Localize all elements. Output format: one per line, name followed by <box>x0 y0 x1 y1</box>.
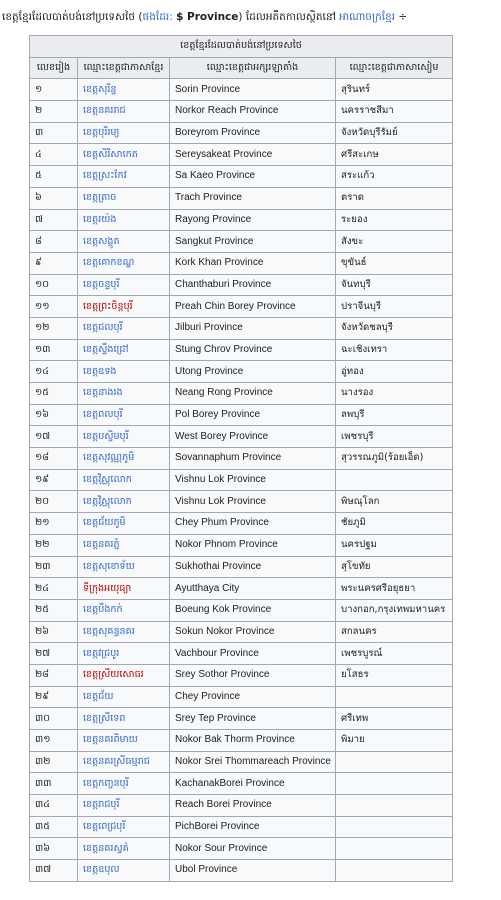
khmer-name-cell <box>78 79 170 101</box>
row-number: ៤ <box>30 144 78 166</box>
row-number: ៣៣ <box>30 773 78 795</box>
khmer-province-link[interactable]: ខេត្តសុរិន្ទ <box>83 83 117 95</box>
intro-text-part-a: ខេត្តខ្មែរដែលបាត់បង់នៅប្រទេសថៃ ( <box>2 11 143 23</box>
khmer-province-link[interactable]: ខេត្តសង្គូត <box>83 235 120 247</box>
row-number: ៣២ <box>30 751 78 773</box>
latin-name-cell: Srey Sothor Province <box>170 664 336 686</box>
table-row <box>30 491 453 513</box>
intro-link-also[interactable]: ផងដែរ: <box>142 11 177 23</box>
khmer-name-cell <box>78 187 170 209</box>
thai-name-cell <box>336 686 453 708</box>
row-number: ២១ <box>30 513 78 535</box>
khmer-province-link[interactable]: ខេត្តរាជបុរី <box>83 799 120 811</box>
table-row <box>30 556 453 578</box>
table-row <box>30 599 453 621</box>
thai-name-cell: สุรินทร์ <box>336 79 453 101</box>
row-number: ២៤ <box>30 578 78 600</box>
thai-name-cell: ลพบุรี <box>336 404 453 426</box>
thai-name-cell: ศรีเทพ <box>336 708 453 730</box>
thai-name-cell: ตราด <box>336 187 453 209</box>
khmer-province-link[interactable]: ខេត្តបុរីរម្យ <box>83 127 120 139</box>
latin-name-cell: Sovannaphum Province <box>170 448 336 470</box>
thai-name-cell: จังหวัดชลบุรี <box>336 317 453 339</box>
row-number: ២០ <box>30 491 78 513</box>
latin-name-cell: Neang Rong Province <box>170 383 336 405</box>
khmer-name-cell <box>78 404 170 426</box>
latin-name-cell: Pol Borey Province <box>170 404 336 426</box>
intro-text-part-e: ÷ <box>395 11 408 23</box>
latin-name-cell: Sokun Nokor Province <box>170 621 336 643</box>
thai-name-cell: นางรอง <box>336 383 453 405</box>
khmer-name-cell <box>78 426 170 448</box>
latin-name-cell: PichBorei Province <box>170 816 336 838</box>
row-number: ៣៤ <box>30 795 78 817</box>
latin-name-cell: Reach Borei Province <box>170 795 336 817</box>
row-number: ២៦ <box>30 621 78 643</box>
khmer-province-link[interactable]: ខេត្តស្រីទេព <box>83 712 126 724</box>
intro-bold-province: $ Province <box>176 11 239 23</box>
khmer-name-cell <box>78 730 170 752</box>
khmer-province-link[interactable]: ខេត្តសុវណ្ណភូមិ <box>83 452 135 464</box>
khmer-name-cell <box>78 621 170 643</box>
khmer-province-link[interactable]: ខេត្តនគររាជ <box>83 105 126 117</box>
khmer-province-link[interactable]: ខេត្តឧទង <box>83 365 117 377</box>
khmer-name-cell <box>78 166 170 188</box>
khmer-empire-link[interactable]: អាណាចក្រខ្មែរ <box>339 11 396 23</box>
table-row <box>30 643 453 665</box>
latin-name-cell: Nokor Phnom Province <box>170 534 336 556</box>
table-row <box>30 621 453 643</box>
khmer-name-cell <box>78 383 170 405</box>
table-row <box>30 513 453 535</box>
khmer-province-link[interactable]: ខេត្តសុគន្ធនគរ <box>83 625 135 637</box>
table-row <box>30 339 453 361</box>
table-row <box>30 578 453 600</box>
latin-name-cell: Sangkut Province <box>170 231 336 253</box>
latin-name-cell: Kork Khan Province <box>170 252 336 274</box>
row-number: ១៩ <box>30 469 78 491</box>
table-header-row <box>30 57 453 79</box>
table-row <box>30 860 453 882</box>
khmer-name-cell <box>78 534 170 556</box>
khmer-province-link[interactable]: ខេត្តនាងរង <box>83 387 123 399</box>
latin-name-cell: Nokor Srei Thommareach Province <box>170 751 336 773</box>
table-row <box>30 730 453 752</box>
row-number: ៣៧ <box>30 860 78 882</box>
khmer-province-link[interactable]: ខេត្តវិស្ណុលោក <box>83 474 132 486</box>
row-number: ៣៥ <box>30 816 78 838</box>
table-row <box>30 296 453 318</box>
row-number: ៣១ <box>30 730 78 752</box>
thai-name-cell: พระนครศรีอยุธยา <box>336 578 453 600</box>
thai-name-cell: นครปฐม <box>336 534 453 556</box>
table-row <box>30 383 453 405</box>
thai-name-cell: สุโขทัย <box>336 556 453 578</box>
latin-name-cell: Preah Chin Borey Province <box>170 296 336 318</box>
column-header-thai: ឈ្មោះខេត្តជាភាសាសៀម <box>336 57 453 79</box>
khmer-name-cell <box>78 491 170 513</box>
khmer-province-link[interactable]: ខេត្តពលបុរី <box>83 409 123 421</box>
khmer-name-cell <box>78 252 170 274</box>
khmer-name-cell <box>78 838 170 860</box>
khmer-name-cell <box>78 317 170 339</box>
row-number: ៦ <box>30 187 78 209</box>
thai-name-cell <box>336 860 453 882</box>
row-number: ១៦ <box>30 404 78 426</box>
thai-name-cell: ยโสธร <box>336 664 453 686</box>
khmer-province-link[interactable]: ខេត្តវិស្ណុលោក <box>83 495 132 507</box>
khmer-name-cell <box>78 469 170 491</box>
row-number: ៧ <box>30 209 78 231</box>
intro-text <box>2 4 499 30</box>
table-row <box>30 166 453 188</box>
thai-name-cell: ฉะเชิงเทรา <box>336 339 453 361</box>
khmer-name-cell <box>78 686 170 708</box>
khmer-name-cell <box>78 860 170 882</box>
latin-name-cell: Ubol Province <box>170 860 336 882</box>
table-row <box>30 187 453 209</box>
khmer-name-cell <box>78 122 170 144</box>
thai-name-cell: เพชรบูรณ์ <box>336 643 453 665</box>
row-number: ៣ <box>30 122 78 144</box>
latin-name-cell: Sorin Province <box>170 79 336 101</box>
khmer-name-cell <box>78 513 170 535</box>
khmer-province-link[interactable]: ខេត្តវជ្របូរ <box>83 647 120 659</box>
row-number: ១៨ <box>30 448 78 470</box>
thai-name-cell: ระยอง <box>336 209 453 231</box>
intro-text-part-d: ) ដែលអតីតកាលស្ថិតនៅ <box>238 11 340 23</box>
latin-name-cell: Chanthaburi Province <box>170 274 336 296</box>
thai-name-cell: จันทบุรี <box>336 274 453 296</box>
latin-name-cell: Srey Tep Province <box>170 708 336 730</box>
latin-name-cell: Ayutthaya City <box>170 578 336 600</box>
thai-name-cell: บางกอก,กรุงเทพมหานคร <box>336 599 453 621</box>
row-number: ១៧ <box>30 426 78 448</box>
table-row <box>30 469 453 491</box>
row-number: ១៥ <box>30 383 78 405</box>
khmer-province-link[interactable]: ខេត្តឧបុល <box>83 864 120 876</box>
table-row <box>30 816 453 838</box>
latin-name-cell: KachanakBorei Province <box>170 773 336 795</box>
thai-name-cell <box>336 816 453 838</box>
khmer-province-link[interactable]: ខេត្តស្រះកែវ <box>83 170 127 182</box>
thai-name-cell: ชัยภูมิ <box>336 513 453 535</box>
thai-name-cell <box>336 773 453 795</box>
thai-name-cell <box>336 795 453 817</box>
latin-name-cell: West Borey Province <box>170 426 336 448</box>
thai-name-cell <box>336 751 453 773</box>
khmer-name-cell <box>78 339 170 361</box>
column-header-number: លេខរៀង <box>30 57 78 79</box>
latin-name-cell: Vishnu Lok Province <box>170 491 336 513</box>
thai-name-cell: ปราจีนบุรี <box>336 296 453 318</box>
khmer-name-cell <box>78 144 170 166</box>
khmer-name-cell <box>78 708 170 730</box>
khmer-province-link[interactable]: ខេត្តស្ទឹងជ្រៅ <box>83 343 129 355</box>
khmer-province-link[interactable]: ខេត្តនគរពិមាយ <box>83 734 138 746</box>
khmer-province-link[interactable]: ខេត្តសិរីសាកេត <box>83 148 138 160</box>
thai-name-cell: พิษณุโลก <box>336 491 453 513</box>
latin-name-cell: Vachbour Province <box>170 643 336 665</box>
table-row <box>30 274 453 296</box>
row-number: ៨ <box>30 231 78 253</box>
column-header-latin: ឈ្មោះខេត្តជាអក្សរឡាតាំង <box>170 57 336 79</box>
table-row <box>30 79 453 101</box>
row-number: ៥ <box>30 166 78 188</box>
khmer-province-link[interactable]: ខេត្តបឹងកក់ <box>83 604 123 616</box>
khmer-province-link[interactable]: ទីក្រុងអយុធ្យា <box>83 582 132 594</box>
thai-name-cell: พิมาย <box>336 730 453 752</box>
khmer-name-cell <box>78 296 170 318</box>
thai-name-cell: สังขะ <box>336 231 453 253</box>
thai-name-cell: อู่ทอง <box>336 361 453 383</box>
khmer-province-link[interactable]: ខេត្តជ័យ <box>83 690 114 702</box>
table-row <box>30 708 453 730</box>
table-row <box>30 426 453 448</box>
thai-name-cell <box>336 838 453 860</box>
table-row <box>30 795 453 817</box>
latin-name-cell: Vishnu Lok Province <box>170 469 336 491</box>
table-row <box>30 317 453 339</box>
khmer-name-cell <box>78 578 170 600</box>
row-number: ១ <box>30 79 78 101</box>
khmer-province-link[interactable]: ខេត្តត្រាច <box>83 192 117 204</box>
latin-name-cell: Sa Kaeo Province <box>170 166 336 188</box>
thai-name-cell: นครราชสีมา <box>336 101 453 123</box>
khmer-province-link[interactable]: ខេត្តសុខោទ័យ <box>83 560 135 572</box>
khmer-province-link[interactable]: ខេត្តនគរស្វគ៌ <box>83 842 129 854</box>
row-number: ២៣ <box>30 556 78 578</box>
latin-name-cell: Utong Province <box>170 361 336 383</box>
table-caption-row <box>30 36 453 58</box>
thai-name-cell: จังหวัดบุรีรัมย์ <box>336 122 453 144</box>
table-row <box>30 101 453 123</box>
latin-name-cell: Jilburi Province <box>170 317 336 339</box>
khmer-province-link[interactable]: ខេត្តស្រីយសោធរ <box>83 669 144 681</box>
thai-name-cell: สกลนคร <box>336 621 453 643</box>
row-number: ៩ <box>30 252 78 274</box>
table-row <box>30 404 453 426</box>
latin-name-cell: Boeung Kok Province <box>170 599 336 621</box>
khmer-name-cell <box>78 231 170 253</box>
latin-name-cell: Sukhothai Province <box>170 556 336 578</box>
table-row <box>30 122 453 144</box>
row-number: ២៧ <box>30 643 78 665</box>
khmer-province-link[interactable]: ខេត្តបស្ចិមបុរី <box>83 430 129 442</box>
latin-name-cell: Chey Province <box>170 686 336 708</box>
row-number: ២ <box>30 101 78 123</box>
khmer-name-cell <box>78 448 170 470</box>
thai-name-cell: ขุขันธ์ <box>336 252 453 274</box>
row-number: ១២ <box>30 317 78 339</box>
table-row <box>30 664 453 686</box>
row-number: ១៤ <box>30 361 78 383</box>
row-number: ២២ <box>30 534 78 556</box>
khmer-name-cell <box>78 795 170 817</box>
table-row <box>30 252 453 274</box>
thai-name-cell: สระแก้ว <box>336 166 453 188</box>
table-row <box>30 361 453 383</box>
khmer-name-cell <box>78 751 170 773</box>
khmer-province-link[interactable]: ខេត្តនគរភ្នំ <box>83 539 120 551</box>
row-number: ២៨ <box>30 664 78 686</box>
table-row <box>30 773 453 795</box>
khmer-name-cell <box>78 599 170 621</box>
khmer-name-cell <box>78 361 170 383</box>
khmer-province-link[interactable]: ខេត្តរយ៉ង <box>83 213 117 225</box>
table-row <box>30 448 453 470</box>
khmer-name-cell <box>78 773 170 795</box>
column-header-khmer: ឈ្មោះខេត្តជាភាសាខ្មែរ <box>78 57 170 79</box>
khmer-province-link[interactable]: ខេត្តព្រះចិន្តបុរី <box>83 300 133 312</box>
khmer-province-link[interactable]: ខេត្តជលបុរី <box>83 322 123 334</box>
khmer-province-link[interactable]: ខេត្តជ័យភូមិ <box>83 517 126 529</box>
thai-name-cell: เพชรบุรี <box>336 426 453 448</box>
row-number: ១៣ <box>30 339 78 361</box>
table-row <box>30 686 453 708</box>
khmer-province-link[interactable]: ខេត្តនគរស្រីធម្មរាជ <box>83 756 150 768</box>
provinces-table <box>29 35 453 882</box>
row-number: ៣០ <box>30 708 78 730</box>
table-row <box>30 838 453 860</box>
row-number: ២៥ <box>30 599 78 621</box>
latin-name-cell: Nokor Bak Thorm Province <box>170 730 336 752</box>
thai-name-cell <box>336 469 453 491</box>
latin-name-cell: Boreyrom Province <box>170 122 336 144</box>
table-row <box>30 751 453 773</box>
latin-name-cell: Rayong Province <box>170 209 336 231</box>
row-number: ១១ <box>30 296 78 318</box>
table-row <box>30 231 453 253</box>
latin-name-cell: Norkor Reach Province <box>170 101 336 123</box>
latin-name-cell: Nokor Sour Province <box>170 838 336 860</box>
table-row <box>30 144 453 166</box>
khmer-name-cell <box>78 209 170 231</box>
thai-name-cell: ศรีสะเกษ <box>336 144 453 166</box>
khmer-province-link[interactable]: ខេត្តពេជ្របុរី <box>83 821 126 833</box>
khmer-name-cell <box>78 816 170 838</box>
khmer-name-cell <box>78 101 170 123</box>
latin-name-cell: Stung Chrov Province <box>170 339 336 361</box>
row-number: ៣៦ <box>30 838 78 860</box>
latin-name-cell: Chey Phum Province <box>170 513 336 535</box>
khmer-name-cell <box>78 664 170 686</box>
khmer-name-cell <box>78 643 170 665</box>
latin-name-cell: Sereysakeat Province <box>170 144 336 166</box>
table-row <box>30 534 453 556</box>
table-caption: ខេត្តខ្មែរដែលបាត់បង់នៅប្រទេសថៃ <box>30 36 453 58</box>
khmer-province-link[interactable]: ខេត្តចន្ទបុរី <box>83 278 120 290</box>
khmer-name-cell <box>78 556 170 578</box>
row-number: ២៩ <box>30 686 78 708</box>
thai-name-cell: สุวรรณภูมิ(ร้อยเอ็ด) <box>336 448 453 470</box>
table-row <box>30 209 453 231</box>
khmer-province-link[interactable]: ខេត្តកញ្ចនបុរី <box>83 777 129 789</box>
row-number: ១០ <box>30 274 78 296</box>
latin-name-cell: Trach Province <box>170 187 336 209</box>
khmer-name-cell <box>78 274 170 296</box>
khmer-province-link[interactable]: ខេត្តគោកខណ្ឌ <box>83 257 135 269</box>
